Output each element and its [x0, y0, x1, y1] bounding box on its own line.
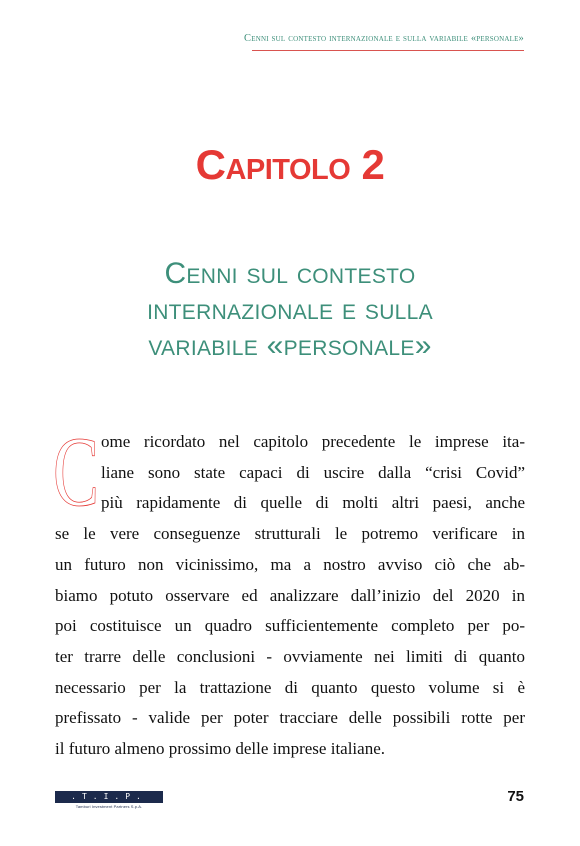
- body-line: se le vere conseguenze strutturali le potremo verificare in: [55, 524, 525, 544]
- body-line: ter trarre delle conclusioni - ovviamente nei limiti di quanto: [55, 646, 525, 666]
- chapter-title: [0, 256, 580, 364]
- page-number: 75: [507, 788, 524, 805]
- body-line: poi costituisce un quadro sufficientemente completo per po-: [55, 616, 525, 636]
- chapter-title-line: Cenni sul contesto: [164, 257, 416, 290]
- body-line: necessario per la trattazione di quanto questo volume si è: [55, 677, 525, 697]
- body-line: il futuro almeno prossimo delle imprese italiane.: [55, 739, 385, 759]
- body-paragraph: [55, 427, 525, 765]
- body-line: liane sono state capaci di uscire dalla “crisi Covid”: [101, 462, 525, 482]
- chapter-title-line: internazionale e sulla: [147, 293, 433, 326]
- logo-subtitle: Tamburi Investment Partners S.p.A.: [75, 804, 143, 809]
- chapter-title-line: variabile «personale»: [148, 329, 432, 362]
- body-line: un futuro non vicinissimo, ma a nostro avviso ciò che ab-: [55, 554, 525, 574]
- drop-cap-letter: C: [53, 416, 99, 527]
- body-line: ome ricordato nel capitolo precedente le imprese ita-: [101, 432, 525, 451]
- chapter-label: Capitolo 2: [195, 141, 385, 188]
- header-rule: [252, 50, 524, 51]
- logo-mark: .T.I.P.: [71, 792, 147, 801]
- running-header: Cenni sul contesto internazionale e sulla variabile «personale»: [244, 33, 524, 44]
- body-line: più rapidamente di quelle di molti altri paesi, anche: [101, 493, 525, 513]
- body-line: prefissato - valide per poter tracciare delle possibili rotte per: [55, 708, 525, 728]
- tip-logo: [55, 791, 163, 811]
- body-line: biamo potuto osservare ed analizzare dall’inizio del 2020 in: [55, 585, 525, 605]
